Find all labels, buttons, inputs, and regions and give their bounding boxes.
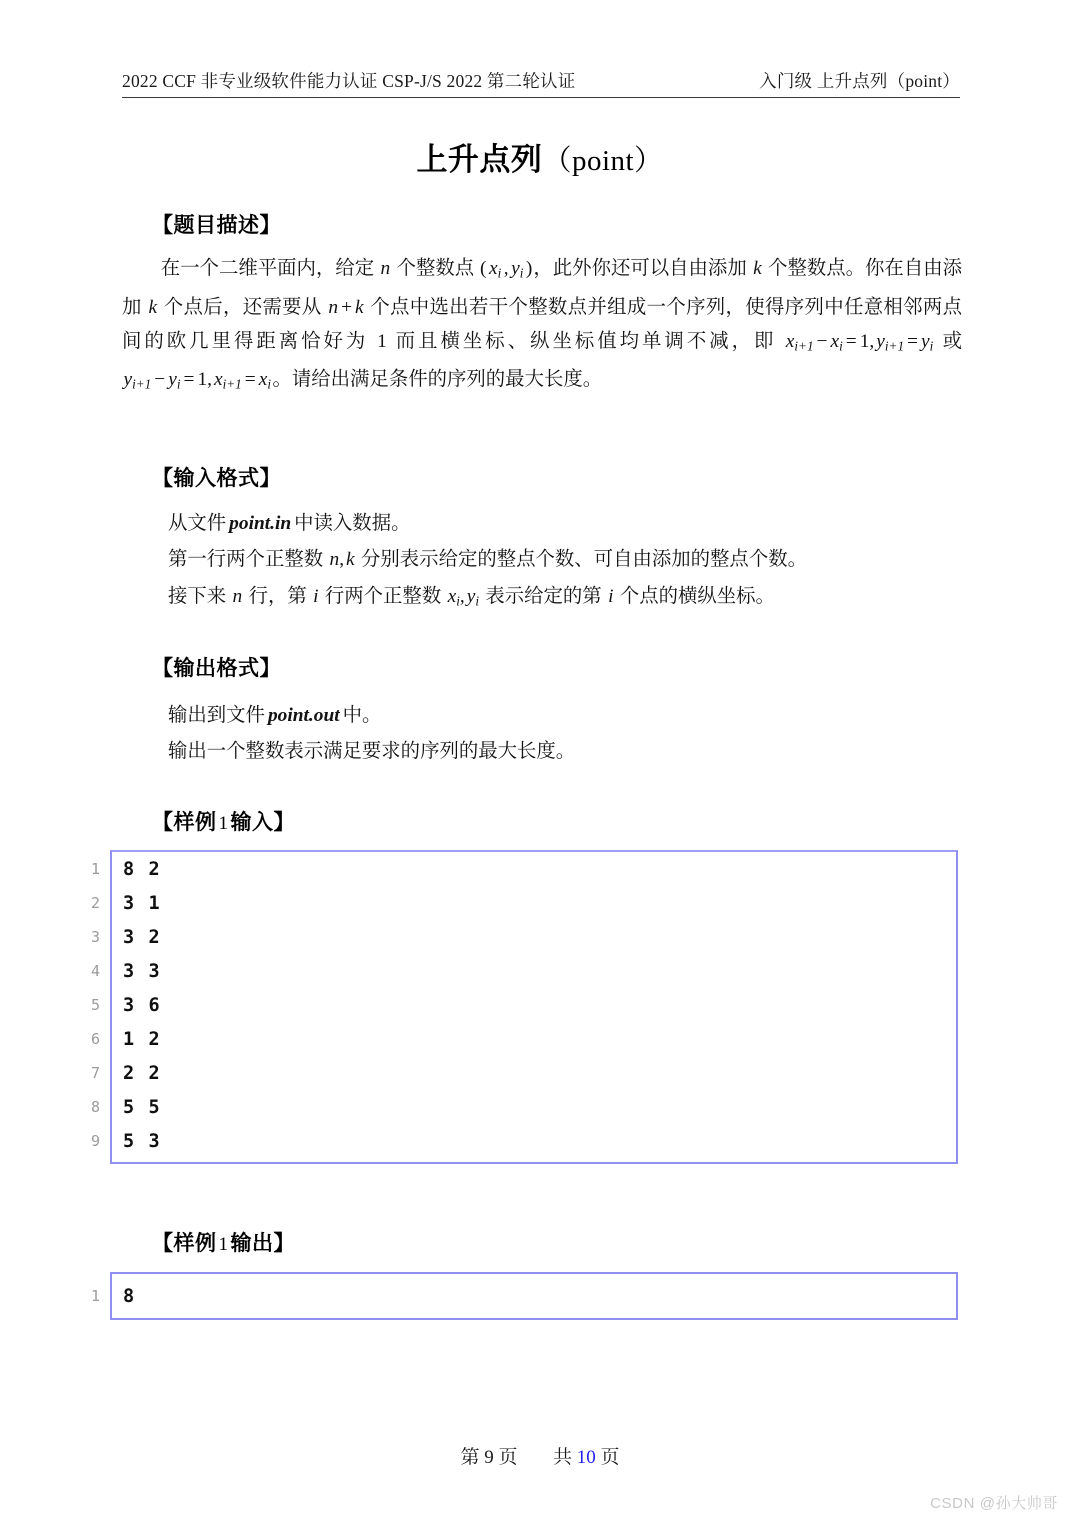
sample-input-head-num: 1 (218, 813, 229, 834)
code-line (90, 954, 956, 988)
header-left-text: 2022 CCF 非专业级软件能力认证 CSP-J/S 2022 第二轮认证 (122, 71, 576, 91)
line-content: 8 (123, 1285, 136, 1307)
line-content: 2 2 (123, 1062, 162, 1084)
line-number: 5 (90, 996, 100, 1014)
input-var-n2: n (232, 586, 243, 607)
line-number: 7 (90, 1064, 100, 1082)
desc-text-3: ，此外你还可以自由添加 (533, 258, 747, 279)
desc-text-6: 个点中选出若干个整数点并组成一个序列，使得序列中任意相邻两点间的欧几里得距离恰好为 (122, 296, 963, 352)
footer-current-suffix: 页 (498, 1447, 518, 1468)
section-heading-sample-input (152, 806, 295, 836)
input-line2-suffix: 分别表示给定的整点个数、可自由添加的整点个数。 (361, 549, 807, 570)
desc-formula-2: $y_{i+1} - y_i = 1$, $x_{i+1} = x_i$ (123, 369, 271, 393)
line-content: 1 2 (123, 1028, 162, 1050)
title-latin: （point） (542, 145, 664, 177)
desc-formula-1: $x_{i+1} - x_i = 1$, $y_{i+1} = y_i$ (785, 330, 934, 354)
desc-text-5: 个点后，还需要从 (163, 296, 322, 318)
section-heading-output-format: 【输出格式】 (152, 656, 281, 680)
input-file-name: point.in (229, 513, 292, 534)
line-number: 8 (90, 1098, 100, 1116)
desc-var-k1: k (753, 258, 762, 279)
description-paragraph (122, 252, 962, 402)
section-heading-input-format: 【输入格式】 (152, 466, 281, 490)
line-number: 1 (90, 860, 100, 878)
sample-output-head-num: 1 (218, 1234, 229, 1255)
sample-output-frame (90, 1272, 958, 1320)
input-var-nk: n, k (329, 549, 355, 570)
output-format-line-2: 输出一个整数表示满足要求的序列的最大长度。 (168, 741, 576, 762)
input-format-line-1 (168, 508, 410, 540)
code-line (90, 852, 956, 886)
header-divider (122, 97, 960, 98)
line-content: 3 2 (123, 926, 162, 948)
code-line (90, 886, 956, 920)
sample-input-rows (90, 852, 956, 1158)
footer-total-prefix: 共 (553, 1447, 573, 1468)
footer-total-suffix: 页 (600, 1447, 620, 1468)
line-content: 3 1 (123, 892, 162, 914)
sample-input-frame (90, 850, 958, 1164)
output-line1-suffix: 中。 (342, 705, 382, 726)
sample-input-head-a: 【样例 (152, 810, 217, 834)
desc-text-2: 个整数点 (396, 258, 475, 279)
desc-expr-n-plus-k: n + k (328, 296, 364, 318)
footer-total-pages: 10 (576, 1447, 596, 1468)
title-cn: 上升点列 (416, 142, 543, 177)
input-line1-suffix: 中读入数据。 (294, 513, 411, 534)
input-line3-a: 接下来 (168, 586, 227, 607)
code-line (90, 1124, 956, 1158)
line-number: 2 (90, 894, 100, 912)
desc-point-y: $y_i$ (511, 258, 524, 281)
desc-text-4: 个整数点。你在自由添加 (122, 258, 963, 318)
code-line (90, 920, 956, 954)
code-line (90, 988, 956, 1022)
desc-point-x: $x_i$ (488, 258, 502, 281)
input-format-line-3 (168, 581, 775, 618)
input-format-line-2 (168, 544, 807, 576)
desc-text-9: 。请给出满足条件的序列的最大长度。 (272, 369, 603, 391)
output-file-name: point.out (267, 705, 340, 726)
section-heading-sample-output (152, 1227, 295, 1257)
sample-input-code-block[interactable] (90, 850, 958, 1164)
sample-output-rows (90, 1274, 956, 1318)
input-line1-prefix: 从文件 (168, 513, 227, 534)
desc-var-k2: k (148, 296, 158, 318)
desc-num-one: 1 (377, 330, 387, 352)
page-footer (0, 1442, 1080, 1469)
line-number: 6 (90, 1030, 100, 1048)
line-number: 4 (90, 962, 100, 980)
input-line3-d: 表示给定的第 (485, 586, 602, 607)
footer-current-prefix: 第 (460, 1447, 480, 1468)
sample-output-head-a: 【样例 (152, 1231, 217, 1255)
code-line (90, 1056, 956, 1090)
footer-current-page: 9 (484, 1447, 494, 1468)
desc-point-comma: , (503, 258, 509, 279)
line-content: 3 6 (123, 994, 162, 1016)
page-title (0, 134, 1080, 179)
input-line3-c: 行两个正整数 (324, 586, 442, 607)
line-number: 1 (90, 1287, 100, 1305)
output-line1-prefix: 输出到文件 (168, 705, 265, 726)
watermark: CSDN @孙大帅哥 (930, 1495, 1058, 1512)
line-number: 9 (90, 1132, 100, 1150)
input-var-xy: $x_i$, $y_i$ (447, 586, 479, 609)
desc-point-open: ( (480, 258, 487, 279)
code-line (90, 1022, 956, 1056)
code-line (90, 1274, 956, 1318)
input-line3-b: 行，第 (248, 586, 307, 607)
desc-var-n: n (380, 258, 391, 279)
line-content: 5 3 (123, 1130, 162, 1152)
desc-text-1: 在一个二维平面内，给定 (160, 258, 375, 279)
input-line2-prefix: 第一行两个正整数 (168, 549, 324, 570)
output-format-line-1 (168, 700, 381, 732)
line-number: 3 (90, 928, 100, 946)
line-content: 8 2 (123, 858, 162, 880)
sample-output-code-block[interactable] (90, 1272, 958, 1320)
sample-output-head-b: 输出】 (230, 1231, 295, 1255)
code-line (90, 1090, 956, 1124)
sample-input-head-b: 输入】 (230, 810, 295, 834)
line-content: 5 5 (123, 1096, 162, 1118)
desc-text-8: 或 (942, 330, 963, 352)
section-heading-description: 【题目描述】 (152, 213, 281, 237)
input-var-i2: i (608, 586, 614, 607)
page-header (122, 68, 960, 93)
desc-text-7: 而且横坐标、纵坐标值均单调不减，即 (395, 330, 777, 352)
header-right-text: 入门级 上升点列（point） (759, 71, 960, 91)
desc-point-close: ) (525, 258, 533, 279)
line-content: 3 3 (123, 960, 162, 982)
input-var-i1: i (313, 586, 319, 607)
input-line3-e: 个点的横纵坐标。 (619, 586, 775, 607)
